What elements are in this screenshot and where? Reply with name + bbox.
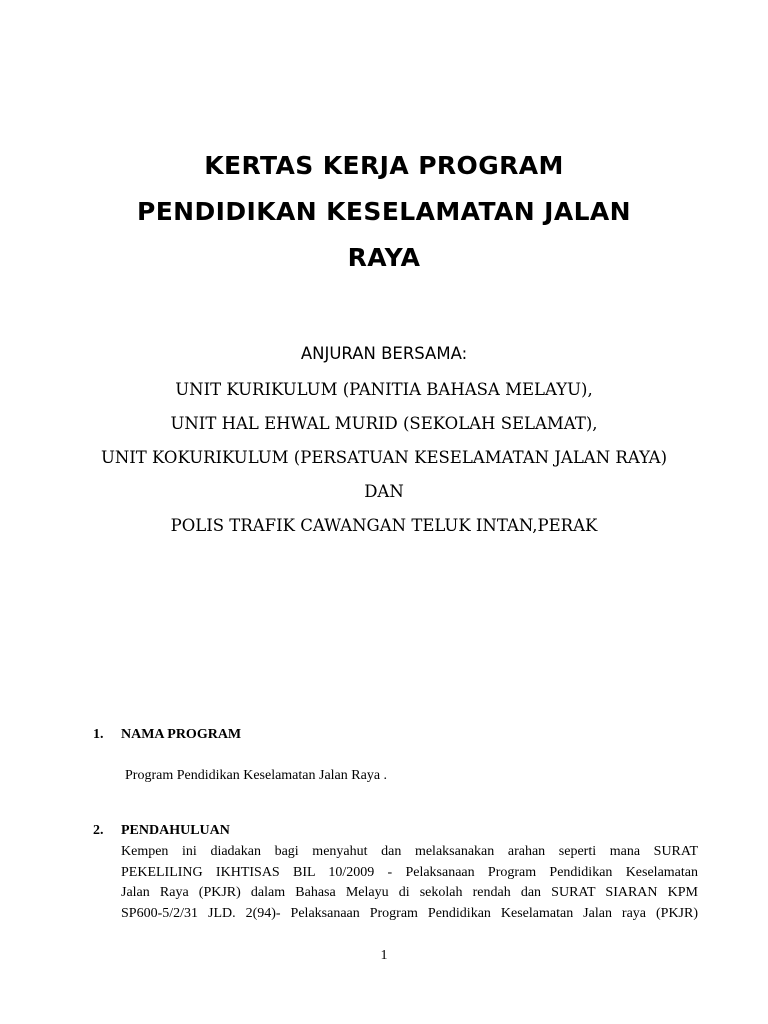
organizer-line-1: UNIT KURIKULUM (PANITIA BAHASA MELAYU), — [175, 380, 593, 399]
page-number: 1 — [380, 948, 388, 963]
organizers-block — [0, 339, 768, 543]
section-number: 2. — [93, 823, 104, 838]
paragraph-line: Jalan Raya (PKJR) dalam Bahasa Melayu di sekolah rendah dan SURAT SIARAN KPM — [121, 885, 698, 900]
section-heading-1 — [93, 727, 241, 743]
title-line-3: RAYA — [347, 243, 421, 272]
organizer-line-2: UNIT HAL EHWAL MURID (SEKOLAH SELAMAT), — [170, 414, 598, 433]
paragraph-line: SP600-5/2/31 JLD. 2(94)- Pelaksanaan Program Pendidikan Keselamatan Jalan raya (PKJR) — [121, 905, 698, 921]
title-line-1: KERTAS KERJA PROGRAM — [204, 151, 564, 180]
paragraph-line: Kempen ini diadakan bagi menyahut dan melaksanakan arahan seperti mana SURAT — [121, 844, 698, 859]
document-title — [0, 143, 768, 281]
organizer-line-3: UNIT KOKURIKULUM (PERSATUAN KESELAMATAN JALAN RAYA) — [100, 448, 668, 467]
section-title: NAMA PROGRAM — [121, 727, 242, 742]
section-heading-2 — [93, 823, 230, 839]
section-body-2 — [121, 842, 698, 924]
section-title: PENDAHULUAN — [121, 823, 230, 838]
section-number: 1. — [93, 727, 104, 742]
organizers-heading: ANJURAN BERSAMA: — [300, 344, 468, 363]
section-body-1: Program Pendidikan Keselamatan Jalan Raya . — [125, 768, 388, 783]
title-line-2: PENDIDIKAN KESELAMATAN JALAN — [136, 197, 631, 226]
organizer-line-4: DAN — [364, 482, 404, 501]
organizer-line-5: POLIS TRAFIK CAWANGAN TELUK INTAN,PERAK — [170, 516, 598, 535]
paragraph-line: PEKELILING IKHTISAS BIL 10/2009 - Pelaksanaan Program Pendidikan Keselamatan — [121, 864, 698, 880]
